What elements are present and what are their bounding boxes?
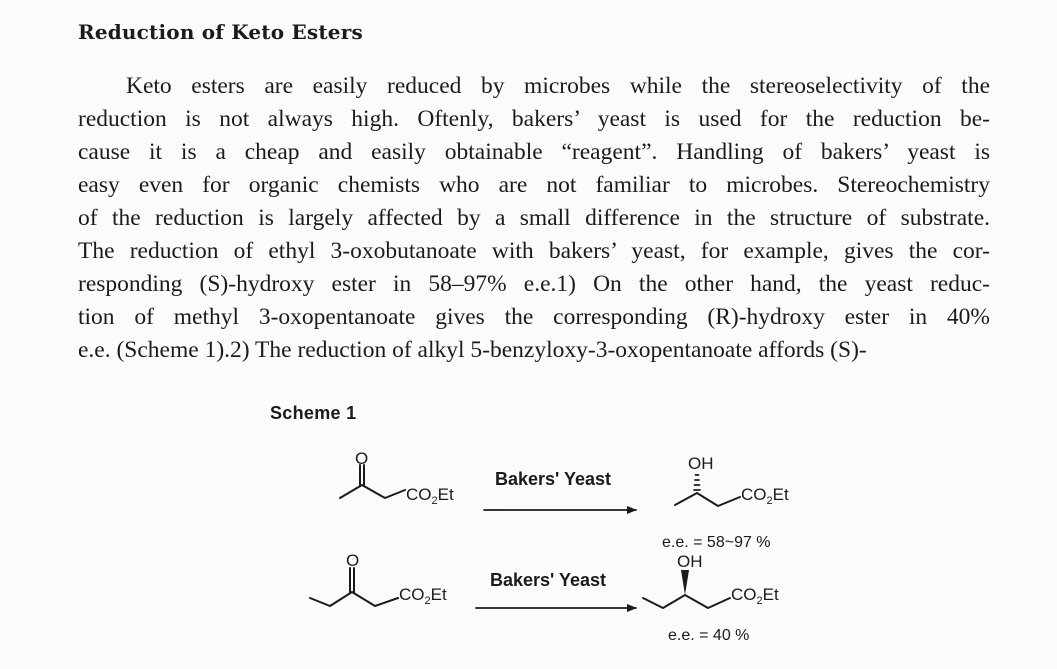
reactant-1-skeleton [340, 465, 405, 498]
paragraph-line: reduction is not always high. Oftenly, bakers’ yeast is used for the reduction be- [78, 106, 990, 132]
carbonyl-o-2: O [346, 551, 360, 570]
ester-label-2: $CO_2Et$ [399, 585, 447, 607]
hashed-bond-1 [694, 475, 700, 490]
scheme-label: Scheme 1 [270, 403, 357, 423]
reagent-label-1: Bakers' Yeast [495, 469, 612, 489]
paragraph-line: e.e. (Scheme 1).2) The reduction of alkyl 5-benzyloxy-3-oxopentanoate affords (S)- [78, 337, 867, 363]
product-ester-label-2: $CO_2Et$ [731, 585, 779, 607]
paragraph-line: easy even for organic chemists who are not familiar to microbes. Stereochemistry [78, 172, 990, 198]
carbonyl-o-1: O [355, 449, 369, 468]
section-title: Reduction of Keto Esters [78, 20, 363, 44]
paragraph-line: Keto esters are easily reduced by microbes while the stereoselectivity of the [126, 73, 990, 99]
paragraph-line: cause it is a cheap and easily obtainable “reagent”. Handling of bakers’ yeast is [78, 139, 990, 165]
hydroxyl-label-1: OH [688, 454, 714, 473]
product-2-skeleton [643, 595, 730, 608]
paragraph-line: tion of methyl 3-oxopentanoate gives the corresponding (R)-hydroxy ester in 40% [78, 304, 990, 330]
ester-label-1: $CO_2Et$ [406, 485, 454, 507]
product-ester-label-1: $CO_2Et$ [741, 485, 789, 507]
reactant-2-skeleton [310, 568, 398, 606]
paragraph-line: responding (S)-hydroxy ester in 58–97% e.e.1) On the other hand, the yeast reduc- [78, 271, 990, 297]
paragraph-line: The reduction of ethyl 3-oxobutanoate with bakers’ yeast, for example, gives the cor- [78, 238, 990, 264]
wedge-bond-2 [681, 570, 689, 595]
ee-label-2: e.e. = 40 % [668, 627, 750, 644]
reagent-label-2: Bakers' Yeast [490, 570, 607, 590]
ee-label-1: e.e. = 58~97 % [662, 534, 771, 551]
product-1-skeleton [675, 493, 740, 506]
paragraph-line: of the reduction is largely affected by a small difference in the structure of substrate. [78, 205, 990, 231]
hydroxyl-label-2: OH [677, 552, 703, 571]
